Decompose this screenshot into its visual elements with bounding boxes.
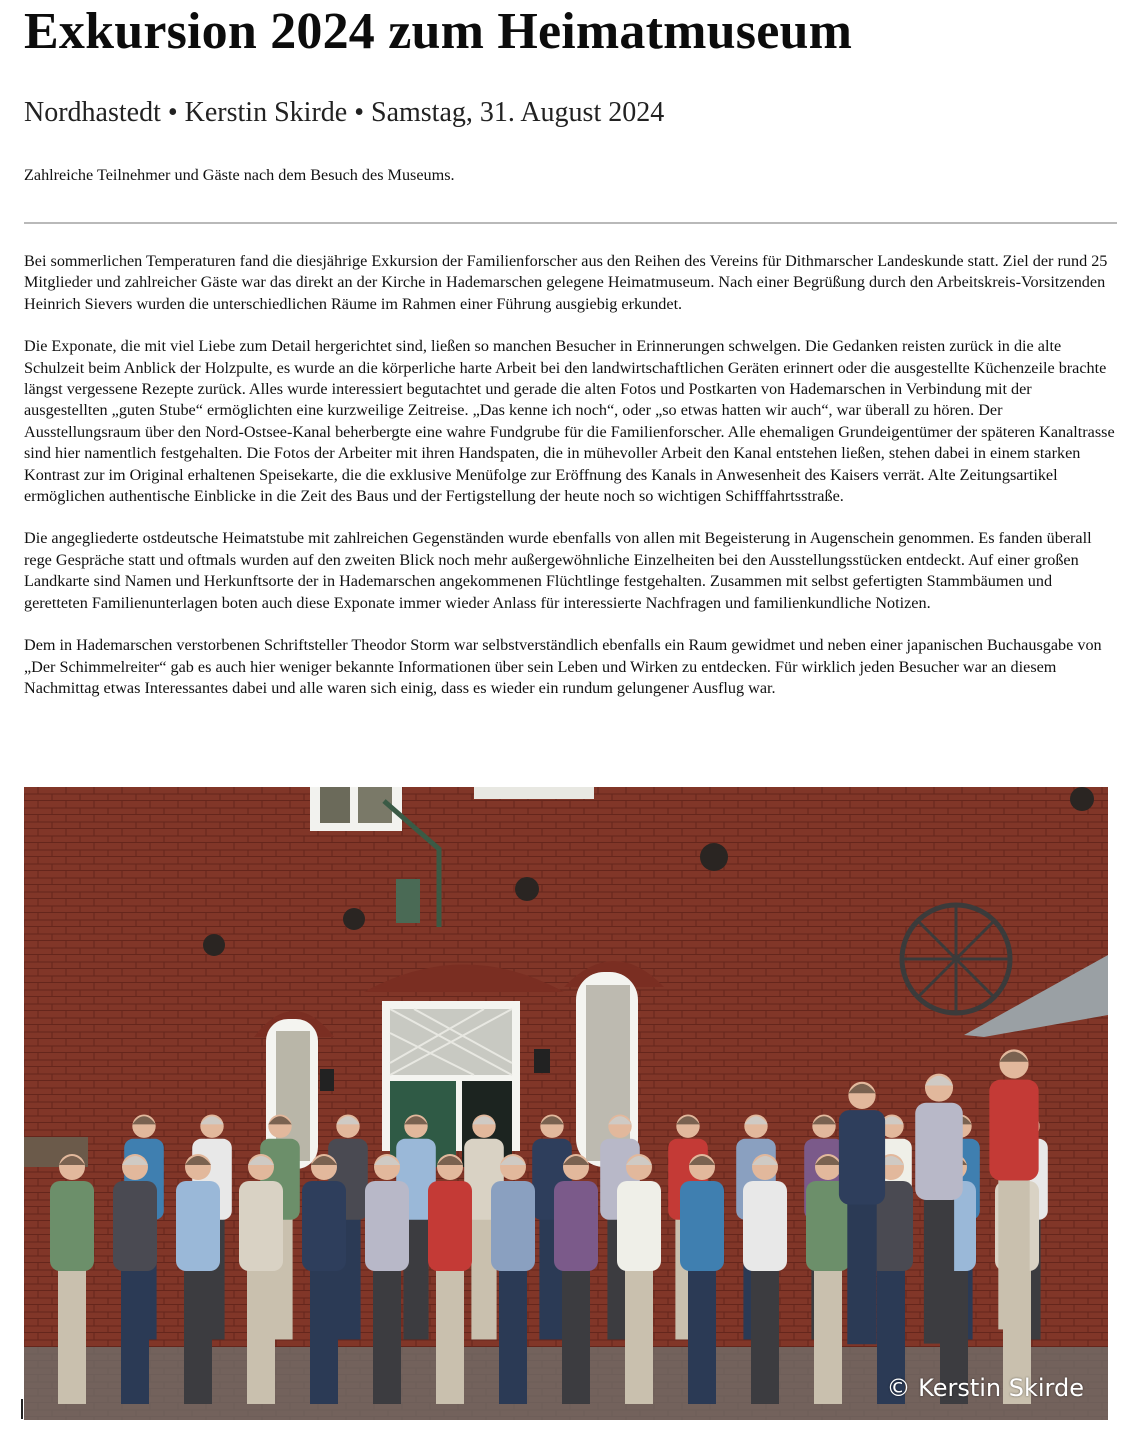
photo-copyright: © Kerstin Skirde (886, 1374, 1084, 1402)
person-silhouette (50, 1154, 94, 1404)
divider (24, 222, 1117, 224)
paragraph: Die Exponate, die mit viel Liebe zum Detail hergerichtet sind, ließen so manchen Besucher in Erinnerungen schwelgen. Die Gedanken reisten zurück in die alte Schulzeit beim Anblick der Holzpulte, es wurde an die körperliche harte Arbeit bei den landwirtschaftlichen Geräten erinnert oder die ausgestellte Küchenzeile brachte längst vergessene Rezepte zurück. Alles wurde interessiert begutachtet und gerade die alten Fotos und Postkarten von Hademarschen in Verbindung mit der ausgestellten „guten Stube“ ermöglichten eine kurzweilige Zeitreise. „Das kenne ich noch“, oder „so etwas hatten wir auch“, war überall zu hören. Der Ausstellungsraum über den Nord-Ostsee-Kanal beherbergte eine wahre Fundgrube für die Familienforscher. Alle ehemaligen Grundeigentümer der späteren Kanaltrasse sind hier namentlich festgehalten. Die Fotos der Arbeiter mit ihren Handspaten, die in mühevoller Arbeit den Kanal entstehen ließen, stehen dabei in einem starken Kontrast zur im Original erhaltenen Speisekarte, die die exklusive Menüfolge zur Eröffnung des Kanals in Anwesenheit des Kaisers verrät. Alte Zeitungsartikel ermöglichen authentische Einblicke in die Zeit des Baus und der Fertigstellung der heute noch so wichtigen Schifffahrtsstraße. (24, 337, 1115, 506)
article-body (24, 251, 1117, 720)
group-photo (24, 787, 1108, 1420)
paragraph: Bei sommerlichen Temperaturen fand die diesjährige Exkursion der Familienforscher aus den Reihen des Vereins für Dithmarscher Landeskunde statt. Ziel der rund 25 Mitglieder und zahlreicher Gäste war das direkt an der Kirche in Hademarschen gelegene Heimatmuseum. Nach einer Begrüßung durch den Arbeitskreis-Vorsitzenden Heinrich Sievers wurden die unterschiedlichen Räume im Rahmen einer Führung ausgiebig erkundet. (24, 252, 1108, 313)
photo-caption: Zahlreiche Teilnehmer und Gäste nach dem Besuch des Museums. (24, 166, 455, 184)
paragraph: Dem in Hademarschen verstorbenen Schriftsteller Theodor Storm war selbstverständlich ebenfalls ein Raum gewidmet und neben einer japanischen Buchausgabe von „Der Schimmelreiter“ gab es auch hier weniger bekannte Informationen über sein Leben und Wirken zu entdecken. Für wirklich jeden Besucher war an diesem Nachmittag etwas Interessantes dabei und alle waren sich einig, dass es wieder ein rundum gelungener Ausflug war. (24, 636, 1102, 697)
paragraph: Die angegliederte ostdeutsche Heimatstube mit zahlreichen Gegenständen wurde ebenfalls von allen mit Begeisterung in Augenschein genommen. Es fanden überall rege Gespräche statt und oftmals wurden auf den zweiten Blick noch mehr außergewöhnliche Einzelheiten bei den Ausstellungsstücken entdeckt. Auf einer großen Landkarte sind Namen und Herkunftsorte der in Hademarschen angekommenen Flüchtlinge festgehalten. Zusammen mit selbst gefertigten Stammbäumen und geretteten Familienunterlagen boten auch diese Exponate immer wieder Anlass für interessierte Nachfragen und familienkundliche Notizen. (24, 529, 1092, 612)
article-title: Exkursion 2024 zum Heimatmuseum (24, 3, 853, 60)
people-group (24, 787, 1108, 1420)
margin-mark (21, 1399, 23, 1419)
person-silhouette (428, 1154, 472, 1404)
article-byline: Nordhastedt • Kerstin Skirde • Samstag, 31. August 2024 (24, 97, 665, 128)
person-silhouette (365, 1154, 409, 1404)
person-silhouette (491, 1154, 535, 1404)
